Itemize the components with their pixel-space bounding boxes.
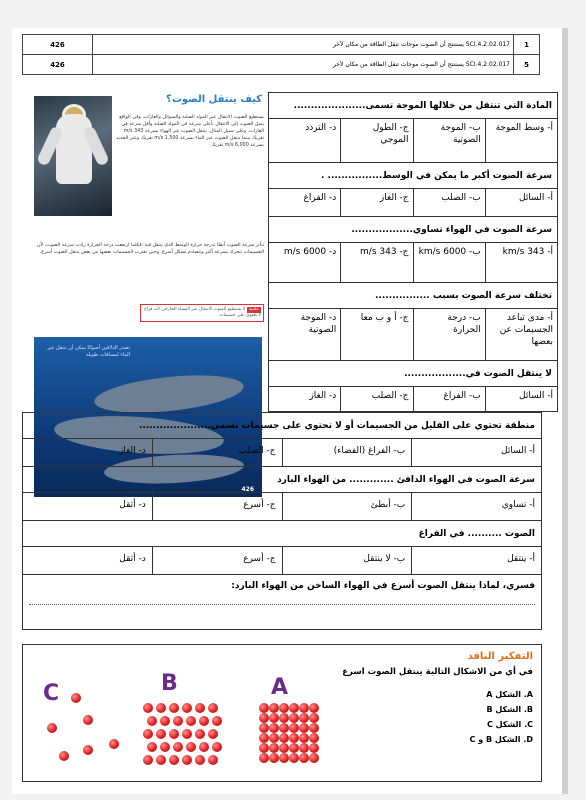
question-text: الصوت .......... في الفراغ — [23, 521, 541, 547]
particle-a — [259, 743, 269, 753]
critical-option[interactable]: B. الشكل B — [486, 705, 533, 714]
options-row — [23, 439, 541, 467]
worksheet-page — [12, 28, 568, 794]
particle-a — [289, 703, 299, 713]
option[interactable]: ب- لا ينتقل — [282, 547, 412, 574]
option[interactable]: ج- الصلب — [340, 387, 412, 411]
particle-a — [279, 713, 289, 723]
question-text: سرعة الصوت في الهواء تساوي.................. — [269, 217, 557, 243]
particle-a — [269, 713, 279, 723]
options-row — [23, 547, 541, 575]
outcome-row — [23, 35, 540, 55]
label-b: B — [161, 671, 178, 696]
particle-diagram — [23, 645, 353, 783]
option[interactable]: أ- 343 km/s — [485, 243, 557, 282]
particle-a — [289, 753, 299, 763]
particle-b — [212, 742, 222, 752]
particle-b — [208, 729, 218, 739]
particle-b — [195, 703, 205, 713]
particle-b — [195, 729, 205, 739]
particle-a — [269, 723, 279, 733]
options-row — [269, 243, 557, 283]
option[interactable]: د- 6000 m/s — [283, 247, 337, 257]
option[interactable]: د- الفراغ — [303, 193, 337, 203]
particle-a — [309, 723, 319, 733]
critical-title: التفكير الناقد — [467, 651, 533, 662]
ref-cell: 426 — [23, 55, 93, 75]
particle-b — [186, 742, 196, 752]
particle-a — [299, 713, 309, 723]
option[interactable]: ب- درجة الحرارة — [413, 309, 485, 360]
side-note — [140, 304, 264, 322]
particle-b — [208, 755, 218, 765]
particle-c — [71, 693, 81, 703]
option[interactable]: ب- أبطئ — [282, 493, 412, 520]
particle-a — [299, 733, 309, 743]
option[interactable]: ج- أسرع — [152, 547, 282, 574]
option[interactable]: أ- ينتقل — [411, 547, 541, 574]
article-body-2: تتأثر سرعة الصوت أيضًا بدرجة حرارة الوسط الذي ينتقل فيه؛ فكلما ارتفعت درجة الحرارة زادت سرعة الصوت، لأن الجسيمات تتحرك بسرعة أكبر وتتصادم بشكل أسرع. وحين تقترب الجسيمات بعضها من بعض ينتقل الصوت أسرع. — [36, 243, 264, 255]
outcome-text — [93, 35, 514, 55]
side-note-tag: علمية — [248, 307, 259, 312]
particle-b — [156, 703, 166, 713]
options-row — [269, 309, 557, 361]
option[interactable]: ج- 343 m/s — [340, 243, 412, 282]
option[interactable]: ب- الفراغ — [413, 387, 485, 411]
particle-a — [259, 703, 269, 713]
critical-option[interactable]: A. الشكل A — [486, 690, 533, 699]
particle-b — [156, 729, 166, 739]
particle-a — [269, 703, 279, 713]
option[interactable]: أ- السائل — [485, 189, 557, 216]
article-title: كيف ينتقل الصوت؟ — [166, 94, 262, 105]
particle-a — [289, 743, 299, 753]
option[interactable]: أ- السائل — [411, 439, 541, 466]
option[interactable]: د- التردد — [305, 123, 337, 133]
side-note-text: لا يستطيع الصوت الانتقال عبر الفضاء الخارجي لأنه فراغ لا يحتوي على جسيمات. — [144, 307, 261, 318]
page-number: 426 — [241, 486, 254, 493]
particle-a — [309, 733, 319, 743]
option[interactable]: أ- تساوي — [411, 493, 541, 520]
particle-b — [186, 716, 196, 726]
option[interactable]: ج- أسرع — [152, 493, 282, 520]
particle-b — [143, 729, 153, 739]
particle-b — [182, 755, 192, 765]
option[interactable]: ج- الصلب — [152, 439, 282, 466]
ref-cell: 426 — [23, 35, 93, 55]
particle-a — [299, 753, 309, 763]
outcome-num: 5 — [514, 55, 540, 75]
option[interactable]: ب- 6000 km/s — [413, 243, 485, 282]
outcome-row — [23, 55, 540, 75]
particle-b — [208, 703, 218, 713]
particle-b — [173, 742, 183, 752]
label-c: C — [43, 681, 60, 706]
particle-b — [182, 729, 192, 739]
particle-a — [269, 733, 279, 743]
option[interactable]: ج- الطول الموجي — [340, 119, 412, 162]
option[interactable]: أ- مدى تباعد الجسيمات عن بعضها — [485, 309, 557, 360]
outcome-desc: يستنتج أن الصوت موجات تنقل الطاقة من مكان لآخر — [332, 61, 464, 68]
question-text: المادة التي تنتقل من خلالها الموجة تسمى..................... — [269, 93, 557, 119]
options-row — [269, 119, 557, 163]
outcome-code: SCI.4.2.02.017 — [465, 41, 510, 48]
outcomes-header-table — [22, 34, 540, 75]
outcome-num: 1 — [514, 35, 540, 55]
particle-b — [143, 703, 153, 713]
option[interactable]: أ- السائل — [485, 387, 557, 411]
question-text: تختلف سرعة الصوت بسبب ................ — [269, 283, 557, 309]
particle-b — [160, 716, 170, 726]
particle-b — [212, 716, 222, 726]
option[interactable]: د- الموجة الصوتية — [300, 313, 337, 335]
option[interactable]: ب- الفراغ (الفضاء) — [282, 439, 412, 466]
particle-a — [289, 733, 299, 743]
options-row — [23, 493, 541, 521]
particle-a — [289, 713, 299, 723]
label-a: A — [271, 675, 289, 700]
particle-a — [259, 733, 269, 743]
particle-b — [160, 742, 170, 752]
outcome-text — [93, 55, 514, 75]
article-body: يستطيع الصوت الانتقال عبر المواد الصلبة والسوائل والغازات، وفي الواقع يميل الصوت إلى الانتقال بأعلى سرعة في المواد الصلبة وأقل سرعة في الغازات. وعلى سبيل المثال، ينتقل الصوت عبر الهواء بسرعة 343 m/s تقريبًا، بينما ينتقل الصوت عبر الماء بسرعة 1,500 m/s تقريبًا، وعبر الحديد بسرعة 6,000 m/s تقريبًا. — [116, 115, 264, 148]
particle-a — [259, 713, 269, 723]
particle-b — [143, 755, 153, 765]
particle-a — [259, 723, 269, 733]
particle-b — [169, 703, 179, 713]
dolphin-caption: تصدر الدلافين أصواتًا يمكن أن تنتقل عبر الماء لمسافات طويلة — [47, 345, 130, 358]
particle-a — [279, 753, 289, 763]
particle-b — [156, 755, 166, 765]
particle-a — [279, 743, 289, 753]
particle-a — [299, 743, 309, 753]
particle-a — [309, 713, 319, 723]
particle-b — [169, 729, 179, 739]
particle-a — [279, 733, 289, 743]
option[interactable]: د- أثقل — [119, 500, 146, 510]
particle-a — [259, 753, 269, 763]
critical-thinking-box — [22, 644, 542, 782]
option[interactable]: د- الغاز — [309, 391, 337, 401]
option[interactable]: د- أثقل — [119, 554, 146, 564]
question-text: سرعة الصوت أكبر ما يمكن في الوسط................ . — [269, 163, 557, 189]
options-row — [269, 189, 557, 217]
question-text: لا ينتقل الصوت في.................. — [269, 361, 557, 387]
answer-line[interactable] — [29, 599, 535, 605]
option[interactable]: ج- أ و ب معا — [340, 309, 412, 360]
particle-a — [299, 703, 309, 713]
particle-a — [279, 703, 289, 713]
particle-a — [309, 743, 319, 753]
options-row — [269, 387, 557, 411]
question-text: منطقة تحتوي على القليل من الجسيمات أو لا تحتوي على جسيمات تسمى..................... — [23, 413, 541, 439]
particle-a — [309, 703, 319, 713]
particle-b — [169, 755, 179, 765]
particle-b — [173, 716, 183, 726]
particle-c — [47, 723, 57, 733]
particle-b — [199, 716, 209, 726]
particle-a — [299, 723, 309, 733]
particle-c — [59, 751, 69, 761]
option[interactable]: ب- الصلب — [413, 189, 485, 216]
open-question-text: فسري، لماذا ينتقل الصوت أسرع في الهواء الساخن من الهواء البارد: — [231, 581, 535, 591]
particle-c — [83, 745, 93, 755]
particle-b — [147, 716, 157, 726]
particle-c — [83, 715, 93, 725]
particle-a — [309, 753, 319, 763]
mcq-block — [268, 92, 558, 412]
particle-b — [182, 703, 192, 713]
astronaut-image — [34, 96, 112, 216]
particle-a — [269, 753, 279, 763]
critical-question: في أي من الاشكال التالية ينتقل الصوت اسرع — [342, 667, 533, 677]
option[interactable]: أ- وسط الموجة — [485, 119, 557, 162]
bottom-questions — [22, 412, 542, 630]
question-text: سرعة الصوت في الهواء الدافئ ............. من الهواء البارد — [23, 467, 541, 493]
option[interactable]: د- الغاز — [118, 446, 146, 456]
particle-a — [289, 723, 299, 733]
critical-option[interactable]: C. الشكل C — [486, 720, 533, 729]
suit-shape — [56, 114, 92, 184]
particle-c — [109, 739, 119, 749]
particle-b — [195, 755, 205, 765]
particle-b — [147, 742, 157, 752]
particle-b — [199, 742, 209, 752]
option[interactable]: ب- الموجة الصوتية — [413, 119, 485, 162]
particle-a — [279, 723, 289, 733]
outcome-code: SCI.4.2.02.017 — [465, 61, 510, 68]
outcome-desc: يستنتج أن الصوت موجات تنقل الطاقة من مكان لآخر — [332, 41, 464, 48]
critical-option[interactable]: D. الشكل B و C — [469, 735, 533, 744]
particle-a — [269, 743, 279, 753]
open-question — [23, 575, 541, 629]
option[interactable]: ج- الغاز — [340, 189, 412, 216]
critical-options — [413, 687, 533, 747]
